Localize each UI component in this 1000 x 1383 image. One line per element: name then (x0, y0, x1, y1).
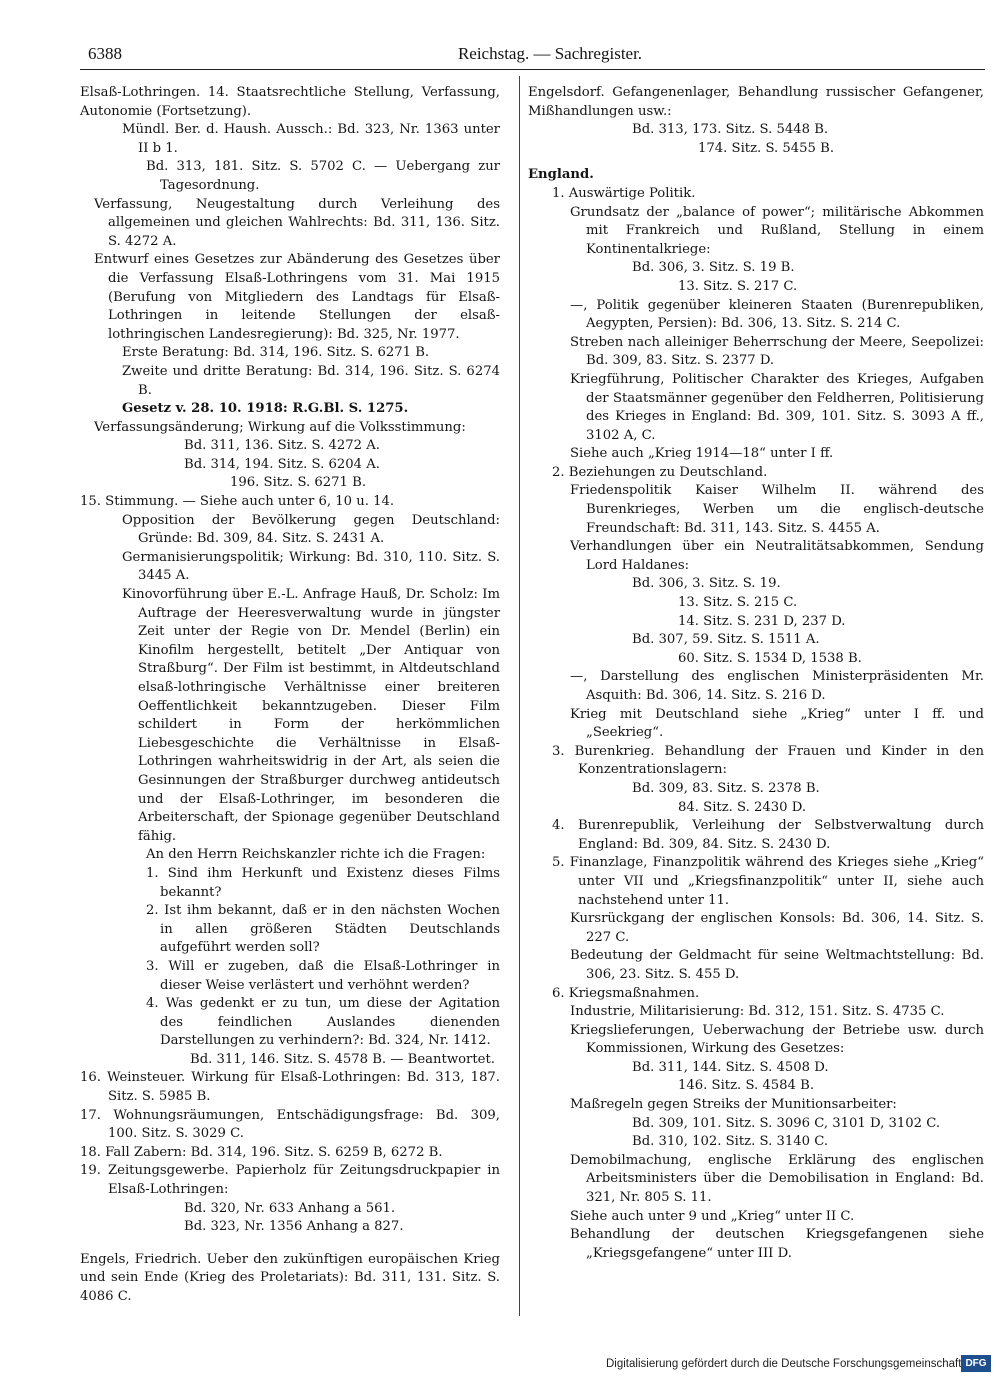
index-entry: Bd. 309, 83. Sitz. S. 2378 B. (632, 780, 820, 796)
page-header (80, 44, 985, 70)
index-entry: Kinovorführung über E.-L. Anfrage Hauß, Dr. Scholz: Im Auftrage der Heeresverwaltung wurde in jüngster Zeit unter der Regie von Dr. Mendel (Berlin) ein Kinofilm hergestellt, betitelt „Der Antiquar von Straßburg“. Der Film ist bestimmt, in Altdeutschland elsaß-lothringische Verhältnisse einer breiteren Oeffentlichkeit bekanntzugeben. Dieser Film schildert in Form der herkömmlichen Liebesgeschichte die Verhältnisse in Elsaß-Lothringen wahrheitswidrig in der Art, als seien die Gesinnungen der Straßburger durchweg antideutsch und der Elsaß-Lothringer, im besonderen die Arbeiterschaft, der Spionage gegenüber Deutschland fähig. (122, 587, 500, 844)
index-entry: Zweite und dritte Beratung: Bd. 314, 196. Sitz. S. 6274 B. (122, 363, 500, 398)
index-entry: Gesetz v. 28. 10. 1918: R.G.Bl. S. 1275. (122, 401, 409, 417)
index-entry: 84. Sitz. S. 2430 D. (678, 799, 807, 815)
index-entry: Bd. 306, 3. Sitz. S. 19. (632, 576, 781, 592)
page-number: 6388 (88, 44, 122, 63)
index-entry: Bd. 313, 181. Sitz. S. 5702 C. — Uebergang zur Tagesordnung. (146, 159, 500, 193)
index-entry: Engelsdorf. Gefangenenlager, Behandlung russischer Gefangener, Mißhandlungen usw.: (528, 85, 984, 119)
index-entry: Opposition der Bevölkerung gegen Deutschland: Gründe: Bd. 309, 84. Sitz. S. 2431 A. (122, 512, 500, 547)
index-entry (528, 158, 984, 166)
index-entry: 18. Fall Zabern: Bd. 314, 196. Sitz. S. 6259 B, 6272 B. (80, 1144, 443, 1160)
index-entry: 19. Zeitungsgewerbe. Papierholz für Zeitungsdruckpapier in Elsaß-Lothringen: (80, 1163, 500, 1198)
index-entry: Demobilmachung, englische Erklärung des englischen Arbeitsministers über die Demobilisation in England: Bd. 321, Nr. 805 S. 11. (570, 1152, 984, 1206)
index-entry: Kriegslieferungen, Ueberwachung der Betriebe usw. durch Kommissionen, Wirkung des Gesetzes: (570, 1022, 984, 1057)
index-entry: Friedenspolitik Kaiser Wilhelm II. während des Burenkrieges, Werben um die englisch-deutsche Freundschaft: Bd. 311, 143. Sitz. S. 4455 A. (570, 483, 984, 536)
index-entry: Bd. 311, 146. Sitz. S. 4578 B. — Beantwortet. (190, 1051, 495, 1067)
index-entry: Bd. 311, 144. Sitz. S. 4508 D. (632, 1059, 829, 1075)
index-entry: 2. Ist ihm bekannt, daß er in den nächsten Wochen in allen größeren Städten Deutschlands aufgeführt werden soll? (146, 903, 500, 956)
index-entry: 5. Finanzlage, Finanzpolitik während des Krieges siehe „Krieg“ unter VII und „Kriegsfinanzpolitik“ unter II, siehe auch nachstehend unter 11. (552, 855, 984, 908)
index-entry: Verfassung, Neugestaltung durch Verleihung des allgemeinen und gleichen Wahlrechts: Bd. 311, 136. Sitz. S. 4272 A. (94, 196, 500, 249)
index-entry: 3. Will er zugeben, daß die Elsaß-Lothringer in dieser Weise verlästert und verhöhnt werden? (146, 958, 500, 993)
index-entry: Bd. 307, 59. Sitz. S. 1511 A. (632, 632, 820, 648)
index-entry: Bd. 311, 136. Sitz. S. 4272 A. (184, 438, 380, 454)
index-entry: Streben nach alleiniger Beherrschung der Meere, Seepolizei: Bd. 309, 83. Sitz. S. 2377 D. (570, 334, 984, 369)
index-entry: Grundsatz der „balance of power“; militärische Abkommen mit Frankreich und Rußland, Stellung in einem Kontinentalkriege: (570, 204, 984, 257)
index-entry: Bd. 306, 3. Sitz. S. 19 B. (632, 260, 795, 276)
running-title: Reichstag. — Sachregister. (457, 44, 643, 63)
index-entry: 174. Sitz. S. 5455 B. (698, 140, 835, 156)
index-entry: Kursrückgang der englischen Konsols: Bd. 306, 14. Sitz. S. 227 C. (570, 911, 984, 945)
footer-credit: Digitalisierung gefördert durch die Deutsche Forschungsgemeinschaft (606, 1358, 962, 1370)
index-entry: 146. Sitz. S. 4584 B. (678, 1078, 815, 1094)
index-entry: Bd. 320, Nr. 633 Anhang a 561. (184, 1200, 396, 1216)
index-entry: Elsaß-Lothringen. 14. Staatsrechtliche Stellung, Verfassung, Autonomie (Fortsetzung). (80, 85, 500, 119)
index-entry: Bd. 323, Nr. 1356 Anhang a 827. (184, 1219, 404, 1235)
index-entry: Bd. 310, 102. Sitz. S. 3140 C. (632, 1134, 829, 1150)
left-column (80, 84, 500, 1307)
index-entry: 16. Weinsteuer. Wirkung für Elsaß-Lothringen: Bd. 313, 187. Sitz. S. 5985 B. (80, 1070, 500, 1105)
index-entry: Germanisierungspolitik; Wirkung: Bd. 310, 110. Sitz. S. 3445 A. (122, 549, 500, 584)
index-entry: Bd. 314, 194. Sitz. S. 6204 A. (184, 456, 380, 472)
header-rule (80, 69, 985, 70)
index-entry: Verhandlungen über ein Neutralitätsabkommen, Sendung Lord Haldanes: (570, 539, 984, 573)
index-entry: Mündl. Ber. d. Haush. Aussch.: Bd. 323, Nr. 1363 unter II b 1. (122, 122, 500, 156)
column-divider (519, 76, 520, 1316)
index-entry: 196. Sitz. S. 6271 B. (230, 475, 367, 491)
index-entry: Erste Beratung: Bd. 314, 196. Sitz. S. 6271 B. (122, 345, 430, 361)
index-entry: England. (528, 167, 594, 183)
index-entry: 17. Wohnungsräumungen, Entschädigungsfrage: Bd. 309, 100. Sitz. S. 3029 C. (80, 1107, 500, 1142)
dfg-logo: DFG (961, 1355, 991, 1372)
index-entry: 2. Beziehungen zu Deutschland. (552, 464, 768, 480)
index-entry: 60. Sitz. S. 1534 D, 1538 B. (678, 650, 862, 666)
index-entry: 1. Auswärtige Politik. (552, 185, 696, 201)
index-entry: 14. Sitz. S. 231 D, 237 D. (678, 613, 846, 629)
index-entry: Engels, Friedrich. Ueber den zukünftigen europäischen Krieg und sein Ende (Krieg des Proletariats): Bd. 311, 131. Sitz. S. 4086 C. (80, 1251, 500, 1304)
index-entry: Verfassungsänderung; Wirkung auf die Volksstimmung: (94, 419, 466, 435)
index-entry: 1. Sind ihm Herkunft und Existenz dieses Films bekannt? (146, 865, 500, 900)
index-entry: —, Darstellung des englischen Ministerpräsidenten Mr. Asquith: Bd. 306, 14. Sitz. S. 216 D. (570, 669, 984, 703)
index-entry: Bedeutung der Geldmacht für seine Weltmachtstellung: Bd. 306, 23. Sitz. S. 455 D. (570, 948, 984, 982)
index-entry: Bd. 313, 173. Sitz. S. 5448 B. (632, 122, 829, 138)
index-entry (80, 1237, 500, 1251)
index-entry: Siehe auch unter 9 und „Krieg“ unter II C. (570, 1208, 855, 1224)
index-entry: Maßregeln gegen Streiks der Munitionsarbeiter: (570, 1097, 897, 1113)
index-entry: Krieg mit Deutschland siehe „Krieg“ unter I ff. und „Seekrieg“. (570, 706, 984, 741)
index-entry: Bd. 309, 101. Sitz. S. 3096 C, 3101 D, 3102 C. (632, 1115, 941, 1131)
index-entry: Kriegführung, Politischer Charakter des Krieges, Aufgaben der Staatsmänner gegenüber den Feldherren, Politisierung des Krieges in England: Bd. 309, 101. Sitz. S. 3093 A ff., 3102 A, C. (570, 371, 984, 443)
index-entry: 13. Sitz. S. 217 C. (678, 278, 798, 294)
index-entry: Entwurf eines Gesetzes zur Abänderung des Gesetzes über die Verfassung Elsaß-Lothringens vom 31. Mai 1915 (Berufung von Mitgliedern des Landtags für Elsaß-Lothringen in leitende Stellungen der elsaß-lothringischen Landesregierung): Bd. 325, Nr. 1977. (94, 252, 500, 342)
index-entry: 4. Was gedenkt er zu tun, um diese der Agitation des feindlichen Auslandes dienenden Darstellungen zu verhindern?: Bd. 324, Nr. 1412. (146, 996, 500, 1049)
index-entry: Behandlung der deutschen Kriegsgefangenen siehe „Kriegsgefangene“ unter III D. (570, 1227, 984, 1261)
index-entry: 15. Stimmung. — Siehe auch unter 6, 10 u. 14. (80, 494, 395, 510)
index-entry: Siehe auch „Krieg 1914—18“ unter I ff. (570, 446, 834, 462)
index-entry: An den Herrn Reichskanzler richte ich die Fragen: (146, 847, 486, 863)
index-entry: 3. Burenkrieg. Behandlung der Frauen und Kinder in den Konzentrationslagern: (552, 743, 984, 778)
index-entry: Industrie, Militarisierung: Bd. 312, 151. Sitz. S. 4735 C. (570, 1004, 945, 1020)
index-entry: —, Politik gegenüber kleineren Staaten (Burenrepubliken, Aegypten, Persien): Bd. 306, 13. Sitz. S. 214 C. (570, 297, 984, 332)
index-entry: 4. Burenrepublik, Verleihung der Selbstverwaltung durch England: Bd. 309, 84. Sitz. S. 2430 D. (552, 818, 984, 852)
index-entry: 13. Sitz. S. 215 C. (678, 595, 798, 611)
index-entry: 6. Kriegsmaßnahmen. (552, 985, 700, 1001)
right-column (528, 84, 984, 1263)
